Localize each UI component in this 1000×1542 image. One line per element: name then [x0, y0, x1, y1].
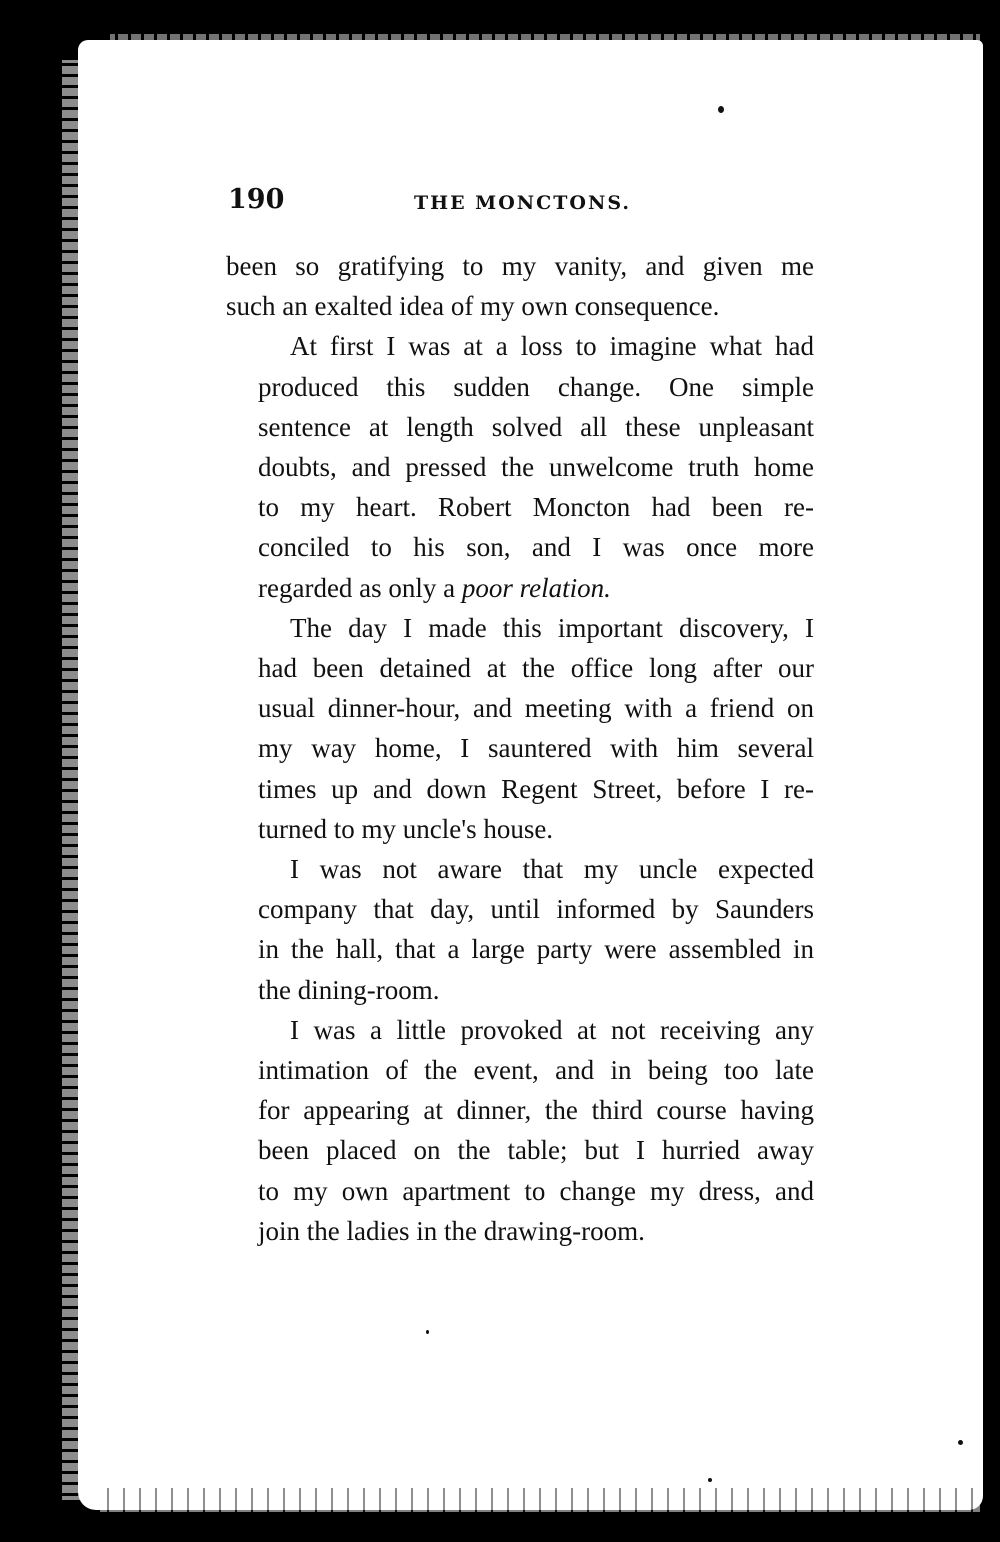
text-line: doubts, and pressed the unwelcome truth home [258, 452, 814, 483]
ink-speck [718, 106, 724, 113]
text-line: I was a little provoked at not receiving any [290, 1014, 814, 1045]
text-line: for appearing at dinner, the third course having [258, 1095, 814, 1126]
ink-speck [708, 1478, 712, 1482]
text-line: company that day, until informed by Saunders [258, 894, 814, 925]
text-line: the dining-room. [258, 974, 440, 1005]
text-line: conciled to his son, and I was once more [258, 532, 814, 563]
paragraph [226, 608, 814, 849]
text-line: times up and down Regent Street, before I re- [258, 773, 814, 804]
text-line: been placed on the table; but I hurried away [258, 1135, 814, 1166]
text-line: join the ladies in the drawing-room. [258, 1215, 645, 1246]
text-line: my way home, I sauntered with him several [258, 733, 814, 764]
text-line: to my own apartment to change my dress, and [258, 1175, 814, 1206]
page-number: 190 [228, 184, 285, 215]
page-header [228, 180, 818, 220]
body-text [226, 246, 814, 1251]
text-line: had been detained at the office long after our [258, 653, 814, 684]
text-line: such an exalted idea of my own consequence. [226, 291, 720, 322]
text-line: At first I was at a loss to imagine what had [290, 331, 814, 362]
page-edge-bottom [100, 1488, 980, 1512]
ink-speck [958, 1440, 963, 1445]
text-line: sentence at length solved all these unpleasant [258, 411, 814, 442]
text-line: The day I made this important discovery, I [290, 612, 814, 643]
paragraph [226, 849, 814, 1010]
text-line: turned to my uncle's house. [258, 813, 554, 844]
text-line: been so gratifying to my vanity, and given me [226, 251, 814, 281]
text-line: produced this sudden change. One simple [258, 371, 814, 402]
running-title: THE MONCTONS. [414, 192, 631, 214]
text-line: intimation of the event, and in being too late [258, 1055, 814, 1086]
text-line: I was not aware that my uncle expected [290, 854, 814, 885]
paragraph [226, 1010, 814, 1251]
text-line: in the hall, that a large party were assembled in [258, 934, 814, 965]
text-line: to my heart. Robert Moncton had been re- [258, 492, 814, 523]
text-line: regarded as only a poor relation. [258, 572, 611, 603]
paragraph [226, 246, 814, 326]
ink-speck [426, 1330, 429, 1334]
italic-phrase: poor relation. [461, 572, 611, 603]
paragraph [226, 326, 814, 607]
text-line: usual dinner-hour, and meeting with a friend on [258, 693, 814, 724]
